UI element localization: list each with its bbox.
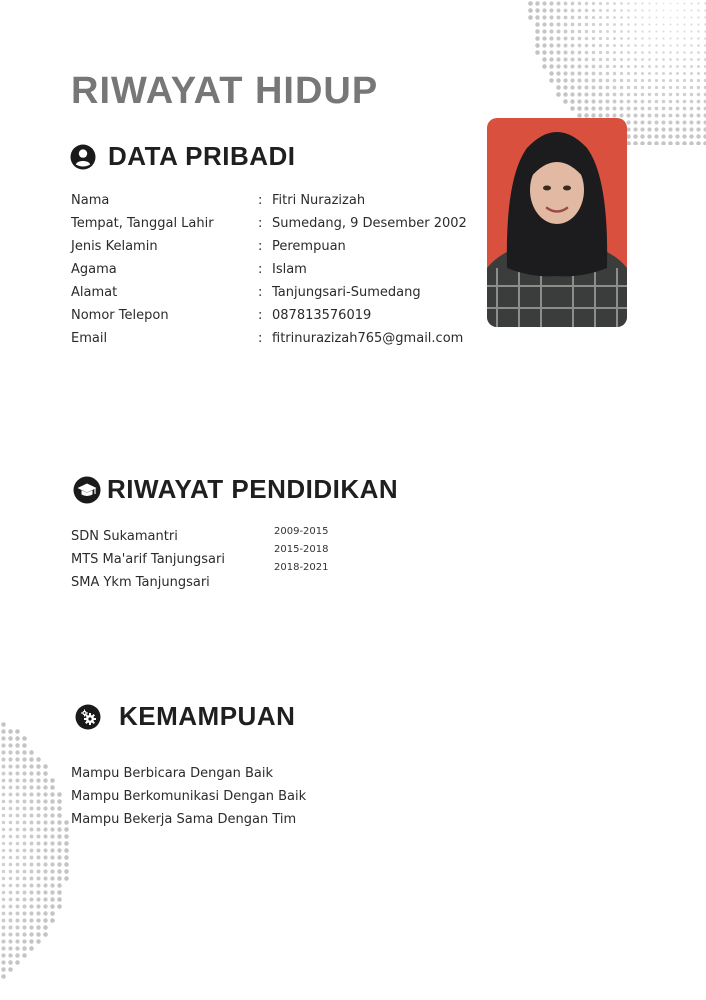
info-label: Tempat, Tanggal Lahir [71, 216, 214, 231]
section-heading-riwayat-pendidikan [73, 474, 398, 505]
school-list [71, 527, 225, 596]
section-heading-kemampuan [75, 701, 295, 732]
info-value: Tanjungsari-Sumedang [272, 285, 421, 300]
info-label: Nomor Telepon [71, 308, 169, 323]
skill-item: Mampu Berkomunikasi Dengan Baik [71, 789, 307, 804]
info-label: Email [71, 331, 108, 346]
info-value: Perempuan [272, 239, 346, 254]
info-value: Sumedang, 9 Desember 2002 [272, 216, 467, 231]
info-label: Alamat [71, 285, 118, 300]
person-icon [70, 144, 96, 170]
skill-item: Mampu Berbicara Dengan Baik [71, 766, 274, 781]
info-separator: : [258, 193, 263, 208]
info-separator: : [258, 308, 263, 323]
graduation-cap-icon [73, 476, 101, 504]
school-name: SMA Ykm Tanjungsari [71, 575, 210, 590]
section-title: KEMAMPUAN [119, 701, 296, 731]
section-title: DATA PRIBADI [108, 141, 296, 171]
info-separator: : [258, 216, 263, 231]
info-value: 087813576019 [272, 308, 372, 323]
section-heading-data-pribadi [70, 141, 296, 172]
info-separator: : [258, 239, 263, 254]
info-value: Islam [272, 262, 307, 277]
skill-item: Mampu Bekerja Sama Dengan Tim [71, 812, 297, 827]
year-list [274, 524, 329, 578]
gears-icon [75, 704, 101, 730]
info-separator: : [258, 285, 263, 300]
section-title: RIWAYAT PENDIDIKAN [107, 474, 399, 504]
info-value: fitrinurazizah765@gmail.com [272, 331, 464, 346]
skill-list [71, 764, 306, 833]
info-separator: : [258, 262, 263, 277]
profile-photo [487, 118, 627, 327]
info-label: Nama [71, 193, 110, 208]
info-label: Agama [71, 262, 117, 277]
info-value: Fitri Nurazizah [272, 193, 366, 208]
info-separator: : [258, 331, 263, 346]
school-years: 2009-2015 [274, 526, 329, 537]
page-title: RIWAYAT HIDUP [71, 70, 379, 112]
info-label: Jenis Kelamin [71, 239, 158, 254]
school-name: MTS Ma'arif Tanjungsari [71, 552, 225, 567]
school-years: 2015-2018 [274, 544, 329, 555]
halftone-dots-bottom-left [0, 700, 80, 1000]
school-name: SDN Sukamantri [71, 529, 178, 544]
school-years: 2018-2021 [274, 562, 329, 573]
